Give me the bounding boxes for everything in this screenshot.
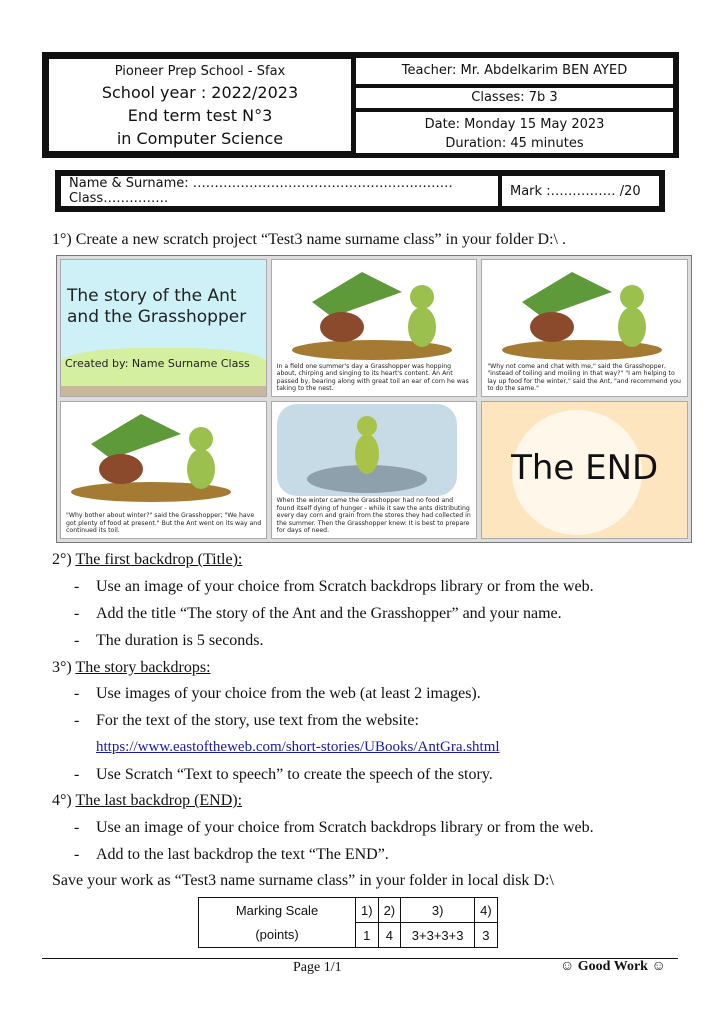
q3-item (74, 712, 419, 730)
mark-field[interactable]: Mark :…………… /20 (502, 176, 659, 206)
date: Date: Monday 15 May 2023 (424, 117, 605, 132)
winter-grasshopper-image (277, 404, 457, 496)
bullet: - (74, 632, 80, 649)
story-link[interactable]: https://www.eastoftheweb.com/short-stories/UBooks/AntGra.shtml (96, 739, 500, 755)
panel-end (481, 401, 688, 539)
q3-item-text: For the text of the story, use text from the website: (96, 712, 419, 729)
panel-story-3 (60, 401, 267, 539)
points: 3+3+3+3 (401, 923, 475, 948)
test-title: End term test N°3 (127, 106, 273, 125)
points: 3 (475, 923, 498, 948)
q3-item-text: Use images of your choice from the web (at least 2 images). (96, 685, 481, 702)
school-year: School year : 2022/2023 (101, 83, 299, 102)
q2-num: 2°) (52, 551, 76, 568)
q2-item-text: Add the title “The story of the Ant and the Grasshopper” and your name. (96, 605, 562, 622)
ant-grasshopper-image (71, 404, 231, 504)
marking-scale-table (198, 897, 498, 948)
bullet: - (74, 846, 80, 863)
bullet: - (74, 819, 80, 836)
q4-num: 4°) (52, 792, 76, 809)
q3-title: The story backdrops: (75, 659, 211, 676)
page-number: Page 1/1 (293, 960, 342, 975)
q2-item (74, 632, 264, 650)
q4-item-text: Add to the last backdrop the text “The END”. (96, 846, 389, 863)
question-1: 1°) Create a new scratch project “Test3 name surname class” in your folder D:\ . (52, 231, 566, 248)
q3-num: 3°) (52, 659, 76, 676)
bullet: - (74, 766, 80, 783)
school-name: Pioneer Prep School - Sfax (114, 64, 286, 79)
bullet: - (74, 712, 80, 729)
caption: "Why bother about winter?" said the Grasshopper; "We have got plenty of food at present." But the Ant went on its way and continued its toil. (66, 512, 262, 535)
bullet: - (74, 685, 80, 702)
q2-item-text: Use an image of your choice from Scratch backdrops library or from the web. (96, 578, 594, 595)
panel-story-1 (271, 259, 478, 397)
points-label: (points) (199, 923, 356, 948)
question-2-title (52, 551, 242, 569)
head: 4) (475, 898, 498, 923)
q3-item-text: Use Scratch “Text to speech” to create the speech of the story. (96, 766, 493, 783)
save-instruction: Save your work as “Test3 name surname class” in your folder in local disk D:\ (52, 872, 554, 889)
q2-item-text: The duration is 5 seconds. (96, 632, 264, 649)
head: 2) (378, 898, 401, 923)
q3-item (74, 766, 493, 784)
caption: In a field one summer's day a Grasshopper was hopping about, chirping and singing to its heart's content. An Ant passed by, bearing along with great toil an ear of corn he was taking to the nest. (276, 362, 469, 393)
head: 1) (356, 898, 379, 923)
marking-label: Marking Scale (199, 898, 356, 923)
created-by: Created by: Name Surname Class (65, 357, 250, 370)
name-field[interactable]: Name & Surname: ……………………………………………………Class…………… (61, 176, 498, 206)
subject: in Computer Science (116, 129, 284, 148)
q3-item (74, 685, 481, 703)
points: 1 (356, 923, 379, 948)
panel-title-text: The story of the Ant and the Grasshopper (67, 286, 247, 327)
caption: "Why not come and chat with me," said the Grasshopper, "instead of toiling and moiling in that way?" "I am helping to lay up food for the winter," said the Ant, "and recommend you to do the same." (487, 362, 681, 393)
caption: When the winter came the Grasshopper had no food and found itself dying of hunger - while it saw the ants distributing every day corn and grain from the stores they had collected in the summer. Then the Grasshopper knew: It is best to prepare for days of need. (276, 497, 471, 535)
end-text: The END (511, 448, 659, 488)
q2-title: The first backdrop (Title): (75, 551, 243, 568)
q4-item (74, 846, 389, 864)
panel-story-4 (271, 401, 478, 539)
head: 3) (401, 898, 475, 923)
student-box (55, 170, 665, 212)
points: 4 (378, 923, 401, 948)
school-info (48, 58, 352, 152)
good-work: ☺ Good Work ☺ (560, 959, 666, 974)
q4-item-text: Use an image of your choice from Scratch backdrops library or from the web. (96, 819, 594, 836)
panel-story-2 (481, 259, 688, 397)
ant-grasshopper-image (502, 262, 662, 362)
bullet: - (74, 605, 80, 622)
bullet: - (74, 578, 80, 595)
ant-grasshopper-image (292, 262, 452, 362)
panel-title (60, 259, 267, 397)
teacher: Teacher: Mr. Abdelkarim BEN AYED (356, 58, 673, 84)
storyboard-grid (56, 255, 692, 543)
duration: Duration: 45 minutes (445, 136, 584, 151)
question-3-title (52, 659, 211, 677)
q2-item (74, 605, 562, 623)
question-4-title (52, 792, 242, 810)
ground (61, 386, 266, 396)
header-box (42, 52, 679, 158)
q4-title: The last backdrop (END): (75, 792, 243, 809)
date-duration (356, 112, 673, 153)
q4-item (74, 819, 594, 837)
classes: Classes: 7b 3 (356, 88, 673, 108)
q2-item (74, 578, 594, 596)
